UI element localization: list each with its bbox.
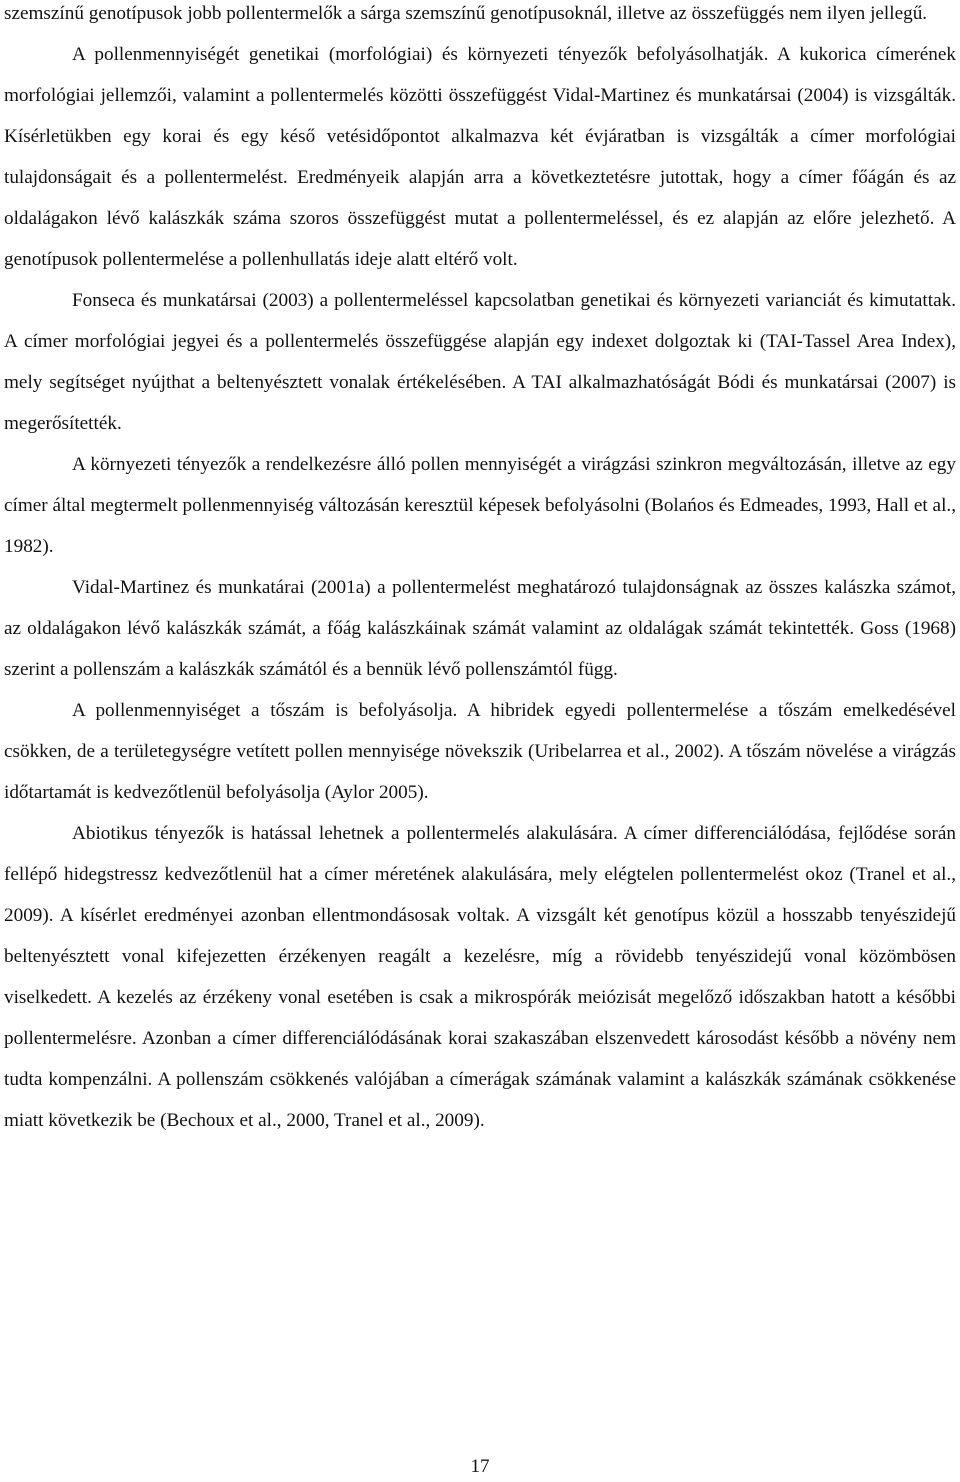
paragraph-vidal-martinez: Vidal-Martinez és munkatárai (2001a) a pollentermelést meghatározó tulajdonságnak az összes kalászka számot, az oldalágakon lévő kalászkák számát, a főág kalászkáinak számát valamint az oldalágak számát tekintették. Goss (1968) szerint a pollenszám a kalászkák számától és a bennük lévő pollenszámtól függ. xyxy=(4,577,956,680)
paragraph-pollen-factors: A pollenmennyiségét genetikai (morfológiai) és környezeti tényezők befolyásolhatják. A kukorica címerének morfológiai jellemzői, valamint a pollentermelés közötti összefüggést Vidal-Martinez és munkatársai (2004) is vizsgálták. Kísérletükben egy korai és egy késő vetésidőpontot alkalmazva két évjáratban is vizsgálták a címer morfológiai tulajdonságait és a pollentermelést. Eredményeik alapján arra a következtetésre jutottak, hogy a címer főágán és az oldalágakon lévő kalászkák száma szoros összefüggést mutat a pollentermeléssel, és ez alapján az előre jelezhető. A genotípusok pollentermelése a pollenhullatás ideje alatt eltérő volt. xyxy=(4,44,956,270)
paragraph-environment: A környezeti tényezők a rendelkezésre álló pollen mennyiségét a virágzási szinkron megváltozásán, illetve az egy címer által megtermelt pollenmennyiség változásán keresztül képesek befolyásolni (Bolańos és Edmeades, 1993, Hall et al., 1982). xyxy=(4,454,956,557)
page-number: 17 xyxy=(470,1456,490,1477)
paragraph-fonseca: Fonseca és munkatársai (2003) a pollentermeléssel kapcsolatban genetikai és környezeti varianciát és kimutattak. A címer morfológiai jegyei és a pollentermelés összefüggése alapján egy indexet dolgoztak ki (TAI-Tassel Area Index), mely segítséget nyújthat a beltenyésztett vonalak értékelésében. A TAI alkalmazhatóságát Bódi és munkatársai (2007) is megerősítették. xyxy=(4,290,956,434)
paragraph-abiotic: Abiotikus tényezők is hatással lehetnek a pollentermelés alakulására. A címer differenciálódása, fejlődése során fellépő hidegstressz kedvezőtlenül hat a címer méretének alakulására, mely elégtelen pollentermelést okoz (Tranel et al., 2009). A kísérlet eredményei azonban ellentmondásosak voltak. A vizsgált két genotípus közül a hosszabb tenyészidejű beltenyésztett vonal kifejezetten érzékenyen reagált a kezelésre, míg a rövidebb tenyészidejű vonal közömbösen viselkedett. A kezelés az érzékeny vonal esetében is csak a mikrospórák meiózisát megelőző időszakban hatott a későbbi pollentermelésre. Azonban a címer differenciálódásának korai szakaszában elszenvedett károsodást később a növény nem tudta kompenzálni. A pollenszám csökkenés valójában a címerágak számának valamint a kalászkák számának csökkenése miatt következik be (Bechoux et al., 2000, Tranel et al., 2009). xyxy=(4,823,956,1131)
document-body xyxy=(4,0,956,1141)
paragraph-continuation: szemszínű genotípusok jobb pollentermelők a sárga szemszínű genotípusoknál, illetve az összefüggés nem ilyen jellegű. xyxy=(4,3,928,24)
paragraph-plant-density: A pollenmennyiséget a tőszám is befolyásolja. A hibridek egyedi pollentermelése a tőszám emelkedésével csökken, de a területegységre vetített pollen mennyisége növekszik (Uribelarrea et al., 2002). A tőszám növelése a virágzás időtartamát is kedvezőtlenül befolyásolja (Aylor 2005). xyxy=(4,700,956,803)
